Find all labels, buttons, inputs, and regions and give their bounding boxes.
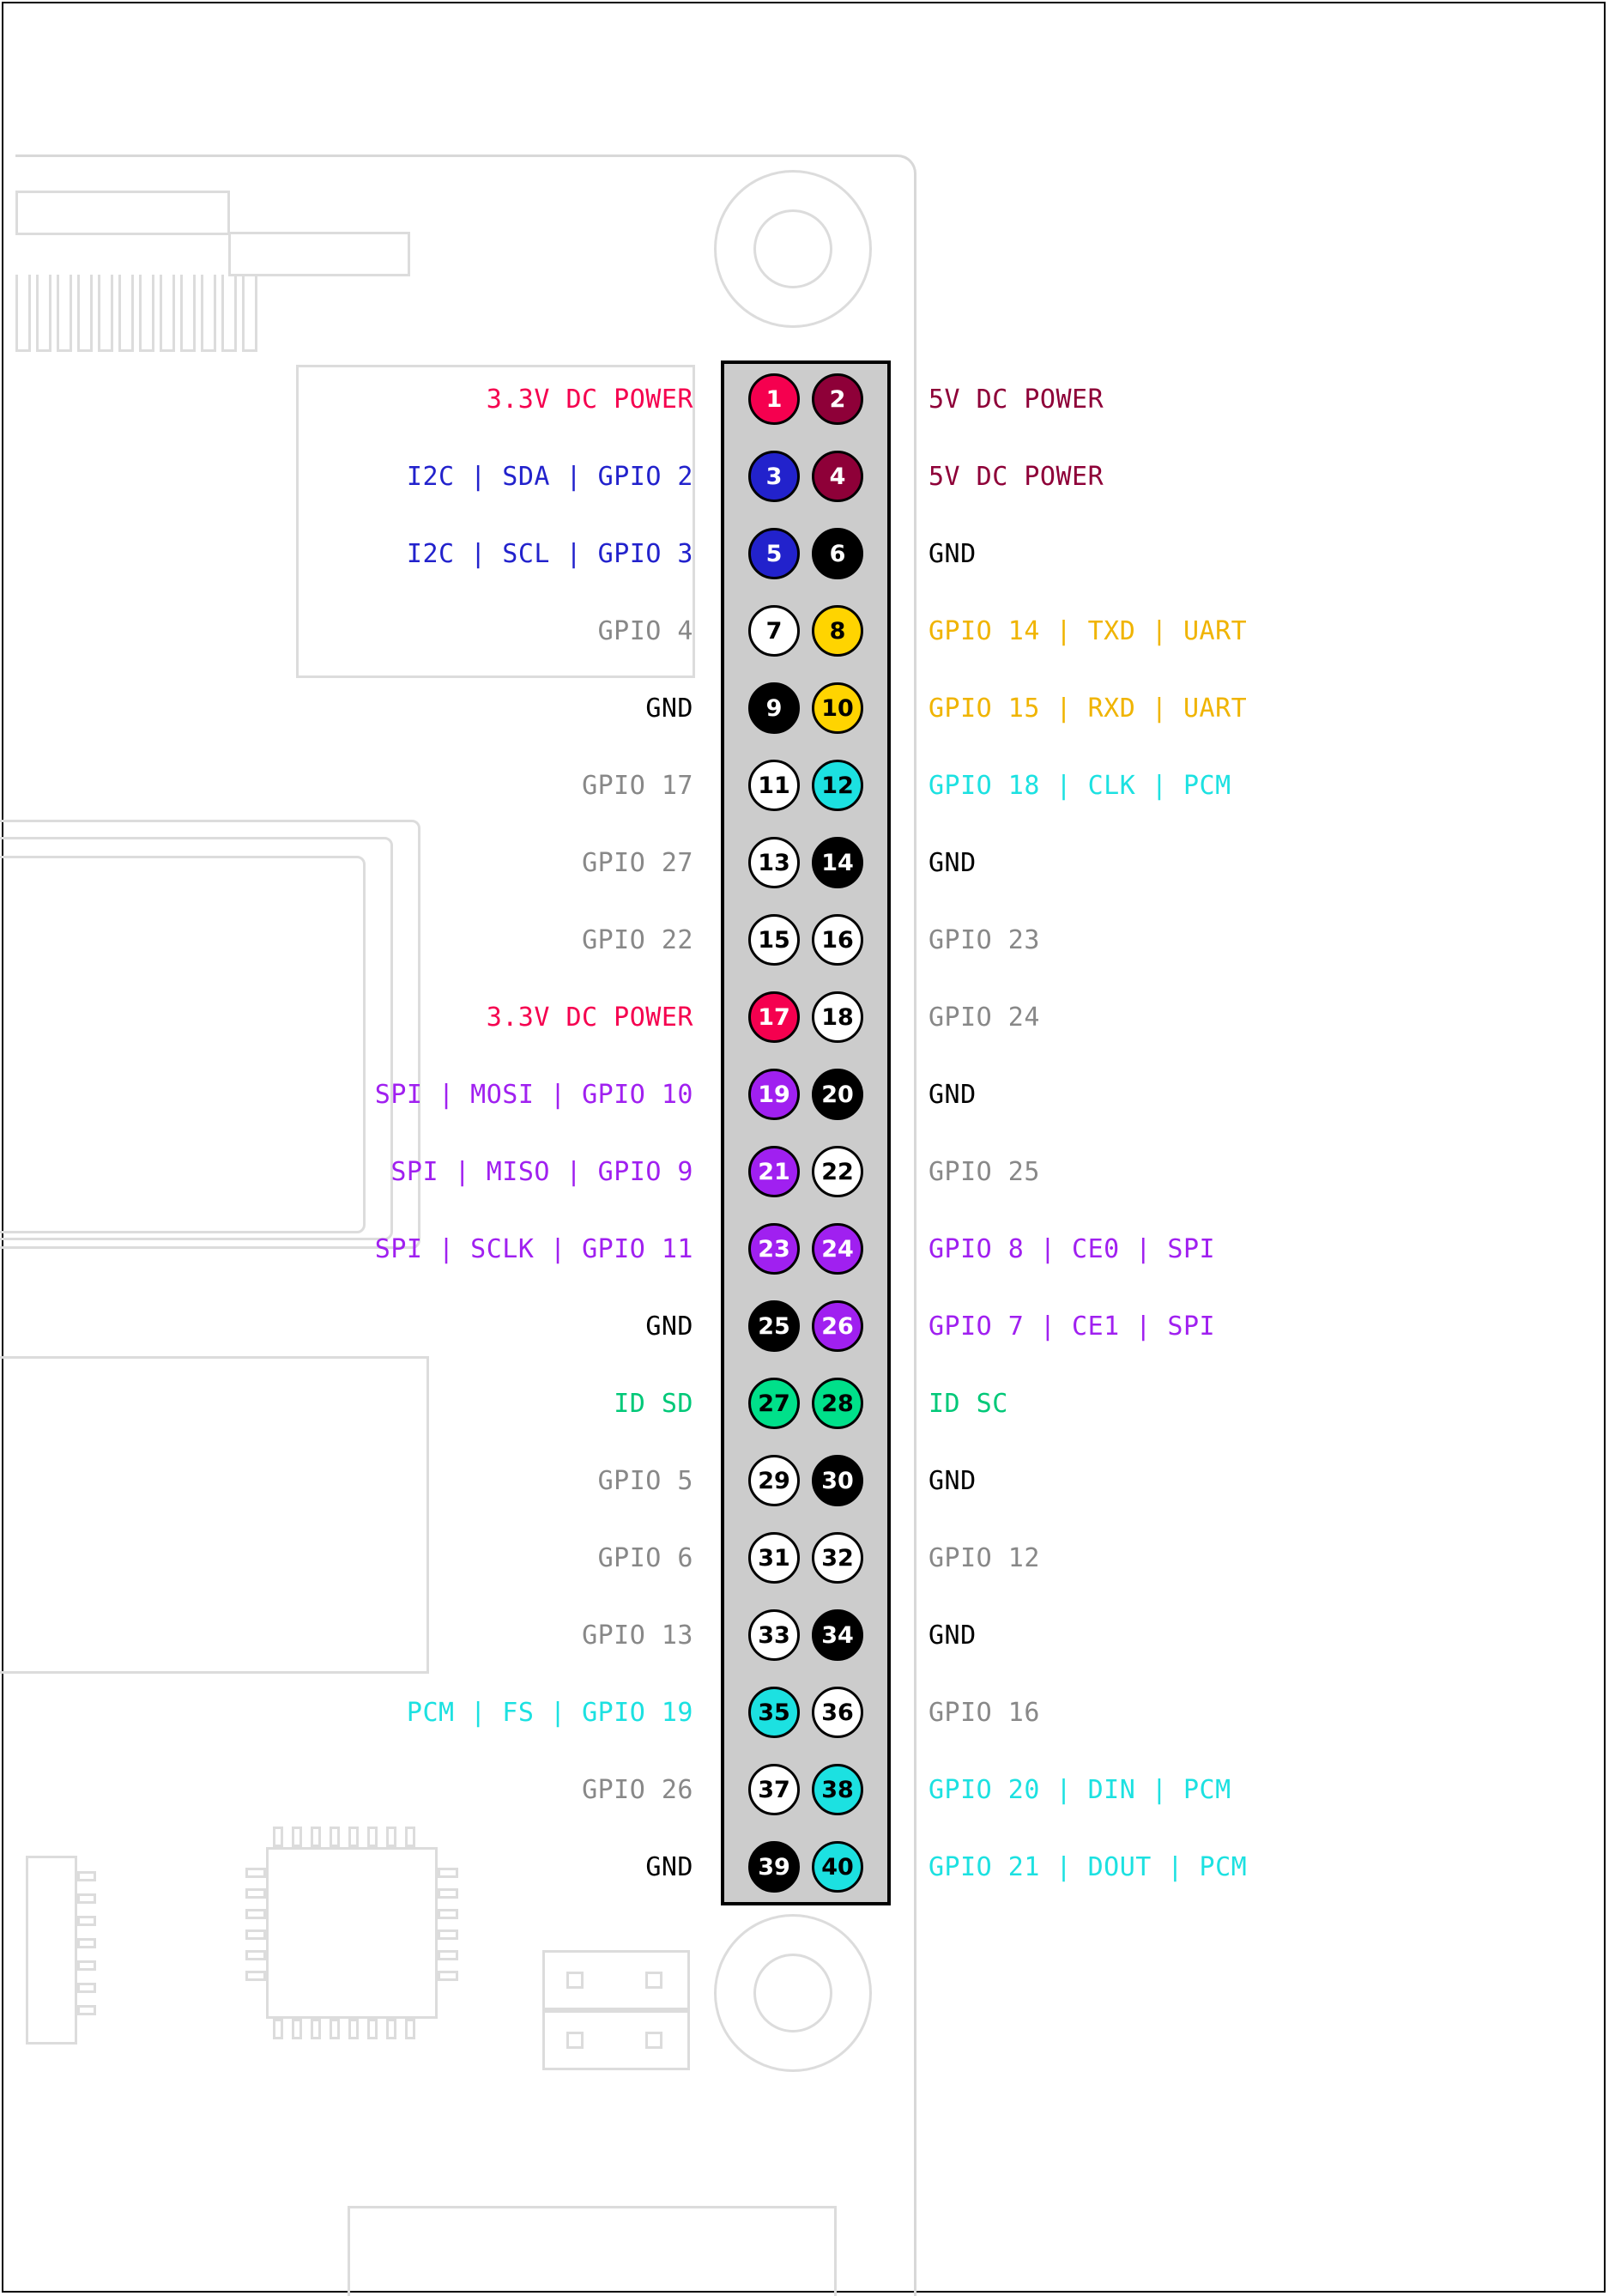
- pin-label-right: GND: [929, 847, 977, 878]
- pin-row: [0, 1365, 1609, 1442]
- pin-label-right: GND: [929, 1079, 977, 1110]
- pin-row: [0, 515, 1609, 592]
- pin-row: [0, 1133, 1609, 1210]
- pin-number-right[interactable]: 8: [812, 605, 863, 657]
- pin-pair: [721, 1519, 891, 1596]
- pin-number-right[interactable]: 4: [812, 451, 863, 502]
- pin-label-right: GPIO 15 | RXD | UART: [929, 693, 1248, 724]
- pin-label-left: GPIO 13: [582, 1620, 693, 1651]
- pin-row: [0, 1519, 1609, 1596]
- pin-number-right[interactable]: 10: [812, 682, 863, 734]
- pin-number-left[interactable]: 33: [748, 1609, 800, 1661]
- pin-pair: [721, 1751, 891, 1828]
- pin-number-right[interactable]: 38: [812, 1764, 863, 1815]
- pin-number-left[interactable]: 3: [748, 451, 800, 502]
- pin-number-left[interactable]: 39: [748, 1841, 800, 1893]
- pin-label-left: 3.3V DC POWER: [486, 1002, 693, 1033]
- pin-label-right: GND: [929, 1465, 977, 1496]
- pin-label-right: GPIO 14 | TXD | UART: [929, 615, 1248, 646]
- pin-number-right[interactable]: 24: [812, 1223, 863, 1275]
- pin-row: [0, 747, 1609, 824]
- pin-row: [0, 978, 1609, 1056]
- pin-number-left[interactable]: 13: [748, 837, 800, 888]
- pin-pair: [721, 1828, 891, 1905]
- pin-number-left[interactable]: 29: [748, 1455, 800, 1506]
- pin-label-left: ID SD: [614, 1388, 693, 1419]
- pin-number-right[interactable]: 6: [812, 528, 863, 579]
- pin-row: [0, 901, 1609, 978]
- pin-number-left[interactable]: 11: [748, 760, 800, 811]
- pin-row: [0, 1210, 1609, 1287]
- pin-label-right: GPIO 16: [929, 1697, 1040, 1728]
- pin-number-right[interactable]: 34: [812, 1609, 863, 1661]
- pin-number-left[interactable]: 5: [748, 528, 800, 579]
- pin-row: [0, 1056, 1609, 1133]
- pin-label-right: GPIO 18 | CLK | PCM: [929, 770, 1231, 801]
- pin-number-right[interactable]: 36: [812, 1687, 863, 1738]
- mounting-hole-bottom-inner: [753, 1954, 832, 2032]
- pin-label-right: GPIO 7 | CE1 | SPI: [929, 1311, 1216, 1342]
- pin-label-left: I2C | SDA | GPIO 2: [406, 461, 693, 492]
- pin-label-left: PCM | FS | GPIO 19: [406, 1697, 693, 1728]
- pin-number-left[interactable]: 37: [748, 1764, 800, 1815]
- pin-number-left[interactable]: 21: [748, 1146, 800, 1197]
- pin-pair: [721, 1287, 891, 1365]
- pin-pair: [721, 360, 891, 438]
- pin-pair: [721, 1056, 891, 1133]
- pin-row: [0, 438, 1609, 515]
- pin-label-left: GPIO 17: [582, 770, 693, 801]
- pin-pair: [721, 438, 891, 515]
- pin-label-left: GPIO 4: [597, 615, 693, 646]
- pin-label-left: GPIO 22: [582, 924, 693, 955]
- pin-label-right: GPIO 20 | DIN | PCM: [929, 1774, 1231, 1805]
- pin-number-left[interactable]: 23: [748, 1223, 800, 1275]
- pin-pair: [721, 515, 891, 592]
- pin-pair: [721, 1596, 891, 1674]
- pin-label-left: GPIO 6: [597, 1542, 693, 1573]
- pin-pair: [721, 669, 891, 747]
- pin-label-left: SPI | MOSI | GPIO 10: [374, 1079, 693, 1110]
- pin-pair: [721, 1365, 891, 1442]
- pin-label-left: GND: [645, 693, 693, 724]
- pin-pair: [721, 1674, 891, 1751]
- pin-row: [0, 592, 1609, 669]
- pin-number-right[interactable]: 26: [812, 1300, 863, 1352]
- pin-number-right[interactable]: 18: [812, 991, 863, 1043]
- pin-label-left: SPI | SCLK | GPIO 11: [374, 1233, 693, 1264]
- pin-row: [0, 1596, 1609, 1674]
- pin-label-left: I2C | SCL | GPIO 3: [406, 538, 693, 569]
- pin-pair: [721, 747, 891, 824]
- pin-label-left: GND: [645, 1851, 693, 1882]
- pin-table: [0, 360, 1609, 1905]
- pin-label-right: GPIO 21 | DOUT | PCM: [929, 1851, 1248, 1882]
- pin-pair: [721, 592, 891, 669]
- pin-label-right: GPIO 24: [929, 1002, 1040, 1033]
- pin-label-left: GPIO 27: [582, 847, 693, 878]
- pin-label-right: 5V DC POWER: [929, 461, 1104, 492]
- pin-number-left[interactable]: 7: [748, 605, 800, 657]
- pin-number-left[interactable]: 31: [748, 1532, 800, 1584]
- pin-row: [0, 1442, 1609, 1519]
- pin-number-right[interactable]: 30: [812, 1455, 863, 1506]
- pin-number-right[interactable]: 20: [812, 1069, 863, 1120]
- pin-number-right[interactable]: 14: [812, 837, 863, 888]
- pin-row: [0, 1674, 1609, 1751]
- pin-row: [0, 1751, 1609, 1828]
- pin-number-left[interactable]: 27: [748, 1378, 800, 1429]
- pin-label-left: 3.3V DC POWER: [486, 384, 693, 415]
- pin-row: [0, 669, 1609, 747]
- pin-label-left: SPI | MISO | GPIO 9: [390, 1156, 693, 1187]
- pin-pair: [721, 901, 891, 978]
- pin-label-right: GPIO 23: [929, 924, 1040, 955]
- pin-label-left: GND: [645, 1311, 693, 1342]
- pin-number-left[interactable]: 15: [748, 914, 800, 966]
- pin-number-right[interactable]: 12: [812, 760, 863, 811]
- pin-number-right[interactable]: 32: [812, 1532, 863, 1584]
- pin-row: [0, 1287, 1609, 1365]
- pin-number-left[interactable]: 35: [748, 1687, 800, 1738]
- mounting-hole-top-inner: [753, 209, 832, 288]
- pin-number-left[interactable]: 19: [748, 1069, 800, 1120]
- pin-number-right[interactable]: 2: [812, 373, 863, 425]
- pin-number-left[interactable]: 1: [748, 373, 800, 425]
- pin-number-right[interactable]: 40: [812, 1841, 863, 1893]
- pin-label-right: GND: [929, 538, 977, 569]
- pin-pair: [721, 1133, 891, 1210]
- pin-label-right: GPIO 25: [929, 1156, 1040, 1187]
- pin-row: [0, 1828, 1609, 1905]
- board-jumper-block: [542, 1950, 690, 2070]
- board-pin-comb: [15, 275, 324, 352]
- pin-number-right[interactable]: 22: [812, 1146, 863, 1197]
- pin-number-right[interactable]: 16: [812, 914, 863, 966]
- pin-pair: [721, 978, 891, 1056]
- pin-number-left[interactable]: 17: [748, 991, 800, 1043]
- pin-label-right: 5V DC POWER: [929, 384, 1104, 415]
- pin-number-left[interactable]: 25: [748, 1300, 800, 1352]
- pin-pair: [721, 824, 891, 901]
- pin-row: [0, 360, 1609, 438]
- pin-pair: [721, 1210, 891, 1287]
- pin-label-right: GPIO 12: [929, 1542, 1040, 1573]
- pin-label-left: GPIO 26: [582, 1774, 693, 1805]
- pin-label-right: ID SC: [929, 1388, 1008, 1419]
- pin-label-right: GND: [929, 1620, 977, 1651]
- pin-number-right[interactable]: 28: [812, 1378, 863, 1429]
- pin-pair: [721, 1442, 891, 1519]
- board-bottom-connector: [348, 2206, 837, 2296]
- pin-label-left: GPIO 5: [597, 1465, 693, 1496]
- pin-row: [0, 824, 1609, 901]
- pin-label-right: GPIO 8 | CE0 | SPI: [929, 1233, 1216, 1264]
- pin-number-left[interactable]: 9: [748, 682, 800, 734]
